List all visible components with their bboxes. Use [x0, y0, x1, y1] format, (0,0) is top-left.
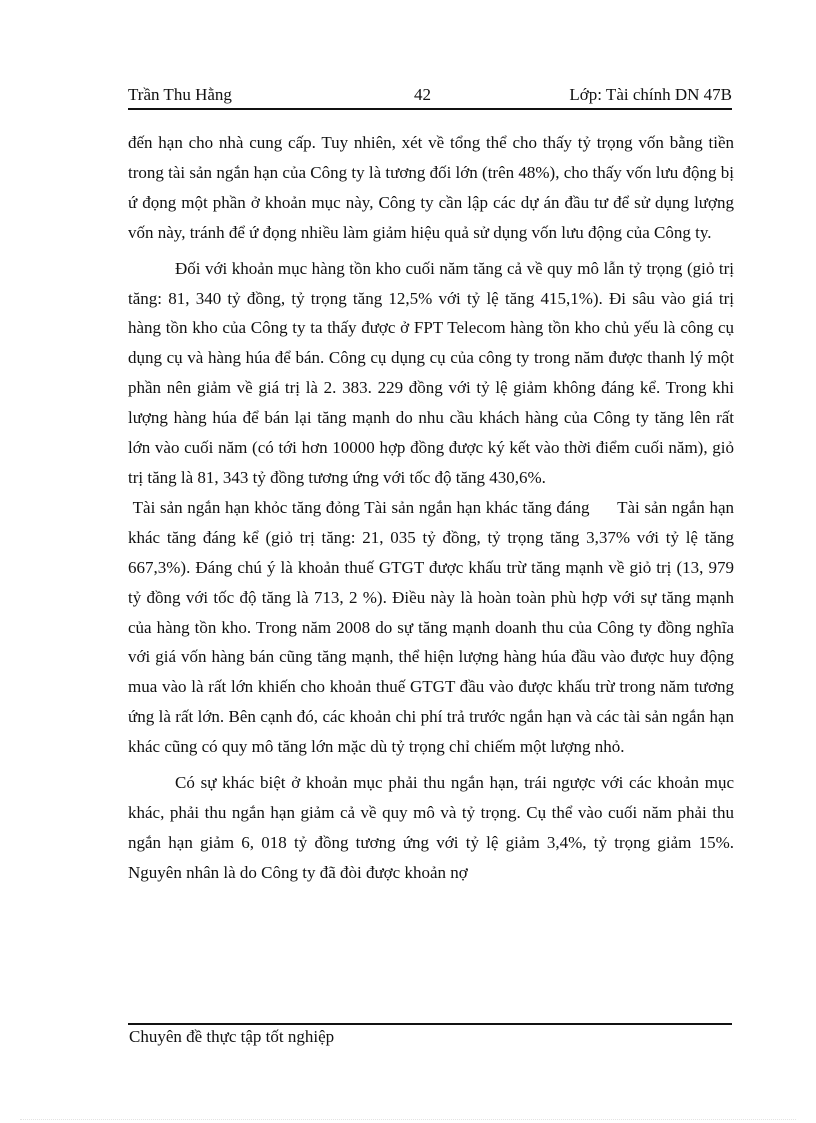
page-header: [128, 84, 732, 110]
body-text: [128, 128, 739, 888]
header-author: Trần Thu Hằng: [128, 85, 232, 104]
paragraph-continuation: đến hạn cho nhà cung cấp. Tuy nhiên, xét về tổng thể cho thấy tỷ trọng vốn bằng tiền trong tài sản ngắn hạn của Công ty là tương đối lớn (trên 48%), cho thấy vốn lưu động bị ứ đọng một phần ở khoản mục này, Công ty cần lập các dự án đầu tư để sử dụng lượng vốn này, tránh để ứ đọng nhiều làm giảm hiệu quả sử dụng vốn lưu động của Công ty.: [128, 133, 734, 242]
page-footer: Chuyên đề thực tập tốt nghiệp: [129, 1027, 335, 1046]
paragraph-receivables: Có sự khác biệt ở khoản mục phải thu ngắn hạn, trái ngược với các khoản mục khác, phải thu ngắn hạn giảm cả về quy mô và tỷ trọng. Cụ thể vào cuối năm phải thu ngắn hạn giảm 6, 018 tỷ đồng tương ứng với tỷ lệ giảm 3,4%, tỷ trọng giảm 15%. Nguyên nhân là do Công ty đã đòi được khoản nợ: [128, 773, 734, 882]
paragraph-inventory: Đối với khoản mục hàng tồn kho cuối năm tăng cả về quy mô lẫn tỷ trọng (giỏ trị tăng: 81, 340 tỷ đồng, tỷ trọng tăng 12,5% với tỷ lệ tăng 415,1%). Đi sâu vào giá trị hàng tồn kho của Công ty ta thấy được ở FPT Telecom hàng tồn kho chủ yếu là công cụ dụng cụ và hàng húa để bán. Công cụ dụng cụ của công ty trong năm được thanh lý một phần nên giảm về giá trị là 2. 383. 229 đồng với tỷ lệ giảm không đáng kể. Trong khi lượng hàng húa để bán lại tăng mạnh do nhu cầu khách hàng của Công ty tăng lên rất lớn vào cuối năm (có tới hơn 10000 hợp đồng được ký kết vào thời điểm cuối năm), giỏ trị tăng là 81, 343 tỷ đồng tương ứng với tốc độ tăng 430,6%.: [128, 258, 734, 487]
header-page-number: 42: [414, 85, 431, 104]
paragraph-other-short-term-assets: Tài sản ngắn hạn khỏc tăng đỏng Tài sản ngắn hạn khác tăng đáng Tài sản ngắn hạn khác tăng đáng kể (giỏ trị tăng: 21, 035 tỷ đồng, tỷ trọng tăng 3,37% với tỷ lệ tăng 667,3%). Đáng chú ý là khoản thuế GTGT được khấu trừ tăng mạnh về giỏ trị (13, 979 tỷ đồng với tốc độ tăng là 713, 2 %). Điều này là hoàn toàn phù hợp với sự tăng mạnh của hàng tồn kho. Trong năm 2008 do sự tăng mạnh doanh thu của Công ty đồng nghĩa với giá vốn hàng bán cũng tăng mạnh, thể hiện lượng hàng húa đầu vào được huy động mua vào là rất lớn khiến cho khoản thuế GTGT đầu vào được khấu trừ trong năm tương ứng là rất lớn. Bên cạnh đó, các khoản chi phí trả trước ngắn hạn và các tài sản ngắn hạn khác cũng có quy mô tăng lớn mặc dù tỷ trọng chỉ chiếm một lượng nhỏ.: [128, 497, 739, 757]
header-class-label: Lớp: Tài chính DN 47B: [569, 85, 732, 104]
page-bottom-edge: [20, 1119, 796, 1120]
footer-divider: [128, 1023, 732, 1025]
